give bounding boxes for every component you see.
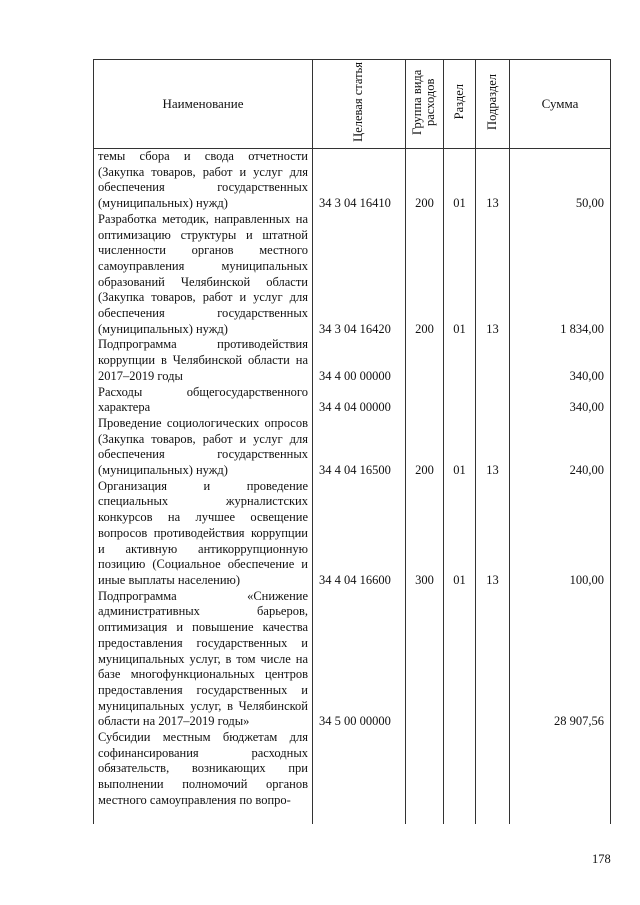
row-section: 01 xyxy=(444,149,476,212)
row-amount: 100,00 xyxy=(510,479,611,589)
row-section xyxy=(444,730,476,824)
row-code: 34 4 04 16600 xyxy=(313,479,406,589)
row-name: Подпрограмма противодействия коррупции в Челябинской области на 2017–2019 годы xyxy=(94,337,313,384)
table-row xyxy=(94,730,611,824)
table-row xyxy=(94,479,611,589)
table-row xyxy=(94,149,611,212)
row-code: 34 4 04 16500 xyxy=(313,416,406,479)
table-row xyxy=(94,589,611,730)
header-name: Наименование xyxy=(94,60,313,149)
row-group: 200 xyxy=(406,212,444,338)
header-section: Раздел xyxy=(444,60,476,149)
row-section: 01 xyxy=(444,479,476,589)
row-name: Разработка методик, направленных на оптимизацию структуры и штатной численности органов местного самоуправления муниципальных образований Челябинской области (Закупка товаров, работ и услуг для обеспечения государственных (муниципальных) нужд) xyxy=(94,212,313,338)
header-expense-group: Группа вида расходов xyxy=(406,60,444,149)
row-code xyxy=(313,730,406,824)
row-subsection: 13 xyxy=(476,416,510,479)
row-name: Организация и проведение специальных журналистских конкурсов на лучшее освещение вопросов противодействия коррупции и активную антикоррупционную позицию (Социальное обеспечение и иные выплаты населению) xyxy=(94,479,313,589)
row-section xyxy=(444,385,476,416)
row-amount xyxy=(510,730,611,824)
row-subsection xyxy=(476,337,510,384)
row-name: Расходы общегосударственного характера xyxy=(94,385,313,416)
page-number: 178 xyxy=(592,852,611,866)
row-code: 34 3 04 16420 xyxy=(313,212,406,338)
row-group: 200 xyxy=(406,416,444,479)
row-subsection: 13 xyxy=(476,479,510,589)
row-group xyxy=(406,337,444,384)
row-amount: 240,00 xyxy=(510,416,611,479)
table-row xyxy=(94,337,611,384)
row-section: 01 xyxy=(444,212,476,338)
header-target-article: Целевая статья xyxy=(313,60,406,149)
table-row xyxy=(94,416,611,479)
row-subsection xyxy=(476,730,510,824)
row-subsection: 13 xyxy=(476,212,510,338)
row-group xyxy=(406,730,444,824)
header-subsection: Подраздел xyxy=(476,60,510,149)
row-section xyxy=(444,337,476,384)
row-code: 34 3 04 16410 xyxy=(313,149,406,212)
row-name: Проведение социологических опросов (Закупка товаров, работ и услуг для обеспечения государственных (муниципальных) нужд) xyxy=(94,416,313,479)
row-group xyxy=(406,589,444,730)
row-amount: 340,00 xyxy=(510,385,611,416)
row-code: 34 5 00 00000 xyxy=(313,589,406,730)
row-name: темы сбора и свода отчетности (Закупка товаров, работ и услуг для обеспечения государственных (муниципальных) нужд) xyxy=(94,149,313,212)
row-name: Подпрограмма «Снижение административных барьеров, оптимизация и повышение качества предоставления государственных и муниципальных услуг, в том числе на базе многофункциональных центров предоставления государственных и муниципальных услуг, в Челябинской области на 2017–2019 годы» xyxy=(94,589,313,730)
table-header-row xyxy=(94,60,611,149)
row-subsection xyxy=(476,589,510,730)
row-amount: 50,00 xyxy=(510,149,611,212)
row-code: 34 4 00 00000 xyxy=(313,337,406,384)
header-amount: Сумма xyxy=(510,60,611,149)
table-row xyxy=(94,212,611,338)
row-group: 200 xyxy=(406,149,444,212)
row-amount: 340,00 xyxy=(510,337,611,384)
row-amount: 1 834,00 xyxy=(510,212,611,338)
budget-table xyxy=(93,59,611,824)
row-group: 300 xyxy=(406,479,444,589)
row-subsection xyxy=(476,385,510,416)
row-section xyxy=(444,589,476,730)
row-name: Субсидии местным бюджетам для софинансирования расходных обязательств, возникающих при выполнении полномочий органов местного самоуправления по вопро- xyxy=(94,730,313,824)
row-code: 34 4 04 00000 xyxy=(313,385,406,416)
table-row xyxy=(94,385,611,416)
row-subsection: 13 xyxy=(476,149,510,212)
row-group xyxy=(406,385,444,416)
row-amount: 28 907,56 xyxy=(510,589,611,730)
row-section: 01 xyxy=(444,416,476,479)
